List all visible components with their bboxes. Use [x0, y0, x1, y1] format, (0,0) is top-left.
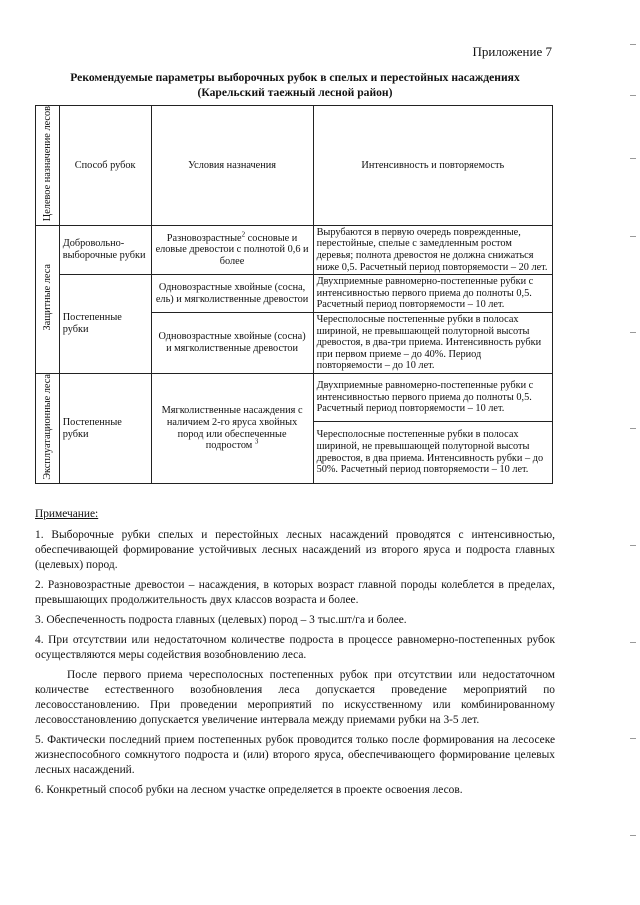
- conditions-cell: Одновозрастные хвойные (сосна, ель) и мягколиственные древостои: [151, 275, 313, 313]
- intensity-cell: Двухприемные равномерно-постепенные рубки с интенсивностью первого приема до полноты 0,5. Расчетный период повторяемости – 10 лет.: [313, 373, 552, 421]
- note-5: 5. Фактически последний прием постепенных рубок проводится только после формирования на лесосеке жизнеспособного сомкнутого подроста и (или) второго яруса, обеспечивающего формирование целевых лесных насаждений.: [35, 734, 555, 776]
- table-row: [36, 275, 553, 313]
- title-line-2: (Карельский таежный лесной район): [197, 86, 393, 99]
- conditions-cell: Разновозрастные$^2$ сосновые и еловые древостои с полнотой 0,6 и более: [151, 225, 313, 274]
- method-cell: Постепенные рубки: [59, 373, 151, 483]
- parameters-table: [35, 105, 553, 484]
- title-line-1: Рекомендуемые параметры выборочных рубок в спелых и перестойных насаждениях: [70, 71, 520, 84]
- conditions-cell: Одновозрастные хвойные (сосна) и мягколиственные древостои: [151, 312, 313, 373]
- notes-section: [35, 507, 555, 803]
- note-4-continued: После первого приема чересполосных постепенных рубок при отсутствии или недостаточном количестве естественного возобновления леса допускается проведение мероприятий по лесовосстановлению. При проведении мероприятий по искусственному или комбинированному лесовосстановлению допускается увеличение интервала между приемами рубки на 3-5 лет.: [35, 669, 555, 726]
- table-row: [36, 373, 553, 421]
- column-header-intensity: Интенсивность и повторяемость: [313, 106, 552, 226]
- note-4: 4. При отсутствии или недостаточном количестве подроста в процессе равномерно-постепенных рубок осуществляются меры содействия возобновлению леса.: [35, 634, 555, 661]
- column-header-purpose: Целевое назначение лесов: [36, 106, 60, 226]
- intensity-cell: Чересполосные постепенные рубки в полосах шириной, не превышающей полуторной высоты древостоя, в два-три приема. Интенсивность рубки при первом приеме – до 40%. Период повторяемости – до 10 лет.: [313, 312, 552, 373]
- column-header-conditions: Условия назначения: [151, 106, 313, 226]
- intensity-cell: Чересполосные постепенные рубки в полосах шириной, не превышающей полуторной высоты древостоя, в два приема. Интенсивность рубки – до 50%. Расчетный период повторяемости – 10 лет.: [313, 421, 552, 484]
- scan-edge-marks: [624, 0, 640, 905]
- note-2: 2. Разновозрастные древостои – насаждения, в которых возраст главной породы колеблется в пределах, превышающих продолжительность двух классов возраста и более.: [35, 579, 555, 606]
- column-header-method: Способ рубок: [59, 106, 151, 226]
- note-3: 3. Обеспеченность подроста главных (целевых) пород – 3 тыс.шт/га и более.: [35, 614, 407, 626]
- notes-heading: Примечание:: [35, 508, 99, 520]
- intensity-cell: Двухприемные равномерно-постепенные рубки с интенсивностью первого приема до полноты 0,5. Расчетный период повторяемости – 10 лет.: [313, 275, 552, 313]
- purpose-protective: Защитные леса: [36, 225, 60, 373]
- note-6: 6. Конкретный способ рубки на лесном участке определяется в проекте освоения лесов.: [35, 784, 463, 796]
- purpose-exploitation: Эксплуатационные леса: [36, 373, 60, 483]
- appendix-label: Приложение 7: [472, 44, 552, 59]
- method-cell: Добровольно-выборочные рубки: [59, 225, 151, 274]
- table-row: [36, 225, 553, 274]
- table-header-row: [36, 106, 553, 226]
- method-cell: Постепенные рубки: [59, 275, 151, 374]
- conditions-cell: Мягколиственные насаждения с наличием 2-го яруса хвойных пород или обеспеченные подростом $^3$: [151, 373, 313, 483]
- intensity-cell: Вырубаются в первую очередь поврежденные, перестойные, спелые с замедленным ростом деревья; полнота древостоя не должна снижаться ниже 0,5. Расчетный период повторяемости – 20 лет.: [313, 225, 552, 274]
- document-title: [30, 70, 560, 100]
- note-1: 1. Выборочные рубки спелых и перестойных лесных насаждений проводятся с интенсивностью, обеспечивающей формирование устойчивых лесных насаждений из второго яруса и подроста главных (целевых) пород.: [35, 529, 555, 571]
